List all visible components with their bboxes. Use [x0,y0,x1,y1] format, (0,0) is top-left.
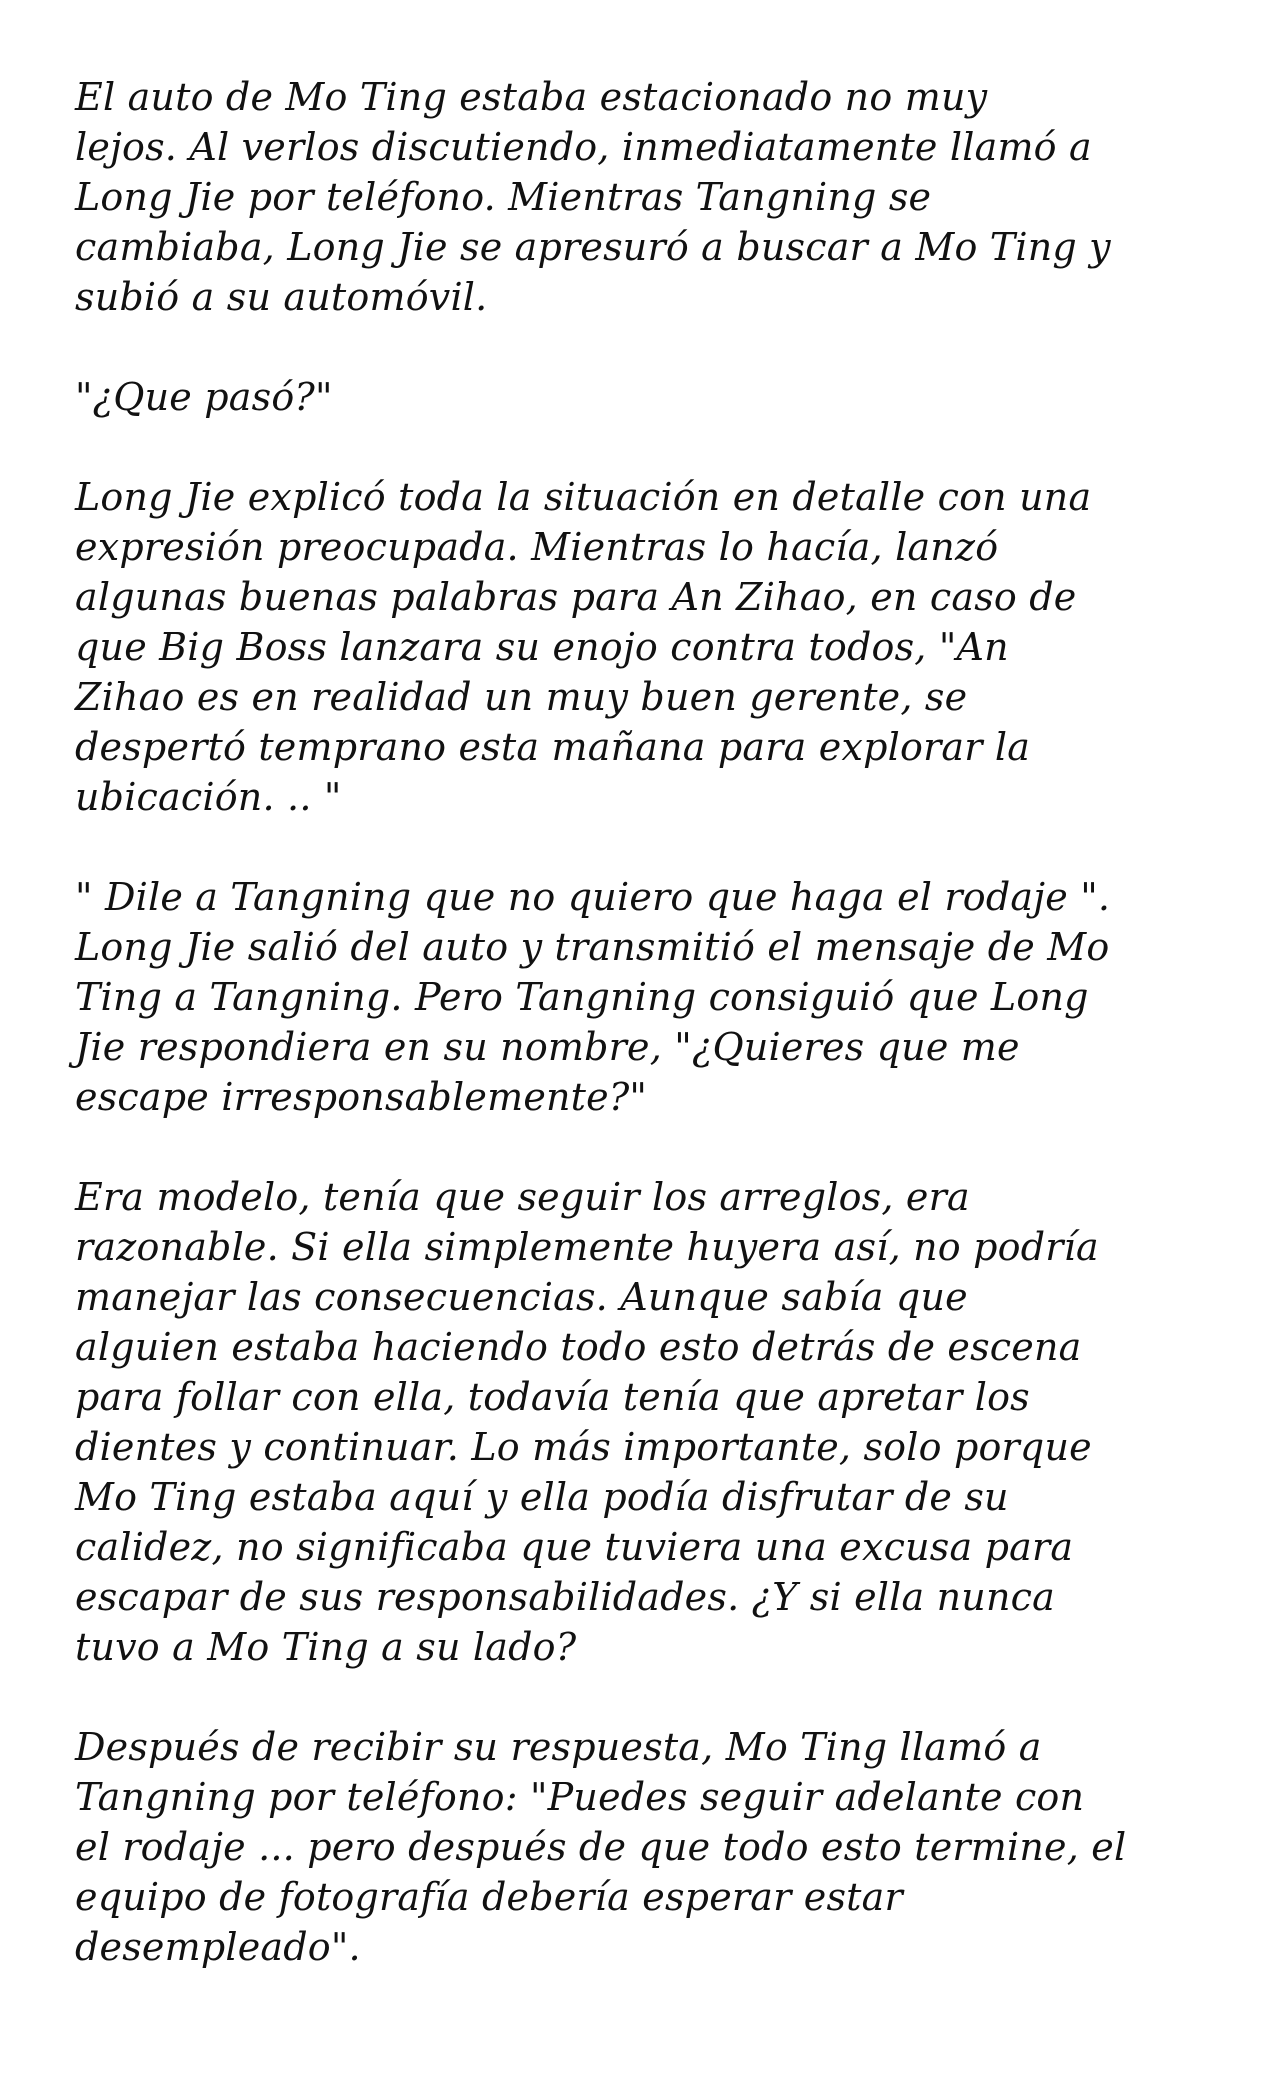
text-line: Era modelo, tenía que seguir los arreglos, era [75,1175,970,1219]
text-line: expresión preocupada. Mientras lo hacía, lanzó [75,525,999,569]
paragraph-2 [75,372,1210,422]
paragraph-6 [75,1722,1210,1972]
text-line: ubicación. .. " [75,775,342,819]
text-line: Long Jie explicó toda la situación en detalle con una [75,475,1092,519]
text-line: Jie respondiera en su nombre, "¿Quieres que me [75,1025,1020,1069]
text-line: Mo Ting estaba aquí y ella podía disfrutar de su [75,1475,1009,1519]
document-body [75,72,1210,1972]
text-line: despertó temprano esta mañana para explorar la [75,725,1031,769]
text-line: dientes y continuar. Lo más importante, solo porque [75,1425,1092,1469]
text-line: razonable. Si ella simplemente huyera así, no podría [75,1225,1099,1269]
text-line: El auto de Mo Ting estaba estacionado no muy [75,75,988,119]
text-line: Long Jie salió del auto y transmitió el mensaje de Mo [75,925,1110,969]
text-line: lejos. Al verlos discutiendo, inmediatamente llamó a [75,125,1092,169]
text-line: Tangning por teléfono: "Puedes seguir adelante con [75,1775,1085,1819]
paragraph-1 [75,72,1210,322]
text-line: escape irresponsablemente?" [75,1075,648,1119]
text-line: subió a su automóvil. [75,275,488,319]
paragraph-5 [75,1172,1210,1672]
text-line: tuvo a Mo Ting a su lado? [75,1625,577,1669]
text-line: el rodaje ... pero después de que todo esto termine, el [75,1825,1127,1869]
text-line: calidez, no significaba que tuviera una excusa para [75,1525,1074,1569]
text-line: Ting a Tangning. Pero Tangning consiguió que Long [75,975,1089,1019]
text-line: " Dile a Tangning que no quiero que haga el rodaje ". [75,875,1111,919]
text-line: algunas buenas palabras para An Zihao, en caso de [75,575,1077,619]
text-line: alguien estaba haciendo todo esto detrás de escena [75,1325,1082,1369]
text-line: desempleado". [75,1925,361,1969]
text-line: para follar con ella, todavía tenía que apretar los [75,1375,1030,1419]
text-line: Zihao es en realidad un muy buen gerente, se [75,675,968,719]
text-line: equipo de fotografía debería esperar estar [75,1875,903,1919]
text-line: cambiaba, Long Jie se apresuró a buscar a Mo Ting y [75,225,1111,269]
text-line: escapar de sus responsabilidades. ¿Y si ella nunca [75,1575,1055,1619]
text-line: Long Jie por teléfono. Mientras Tangning se [75,175,932,219]
text-line: manejar las consecuencias. Aunque sabía que [75,1275,968,1319]
paragraph-3 [75,472,1210,822]
paragraph-4 [75,872,1210,1122]
text-line: "¿Que pasó?" [75,375,333,419]
text-line: que Big Boss lanzara su enojo contra todos, "An [75,625,1009,669]
text-line: Después de recibir su respuesta, Mo Ting llamó a [75,1725,1042,1769]
